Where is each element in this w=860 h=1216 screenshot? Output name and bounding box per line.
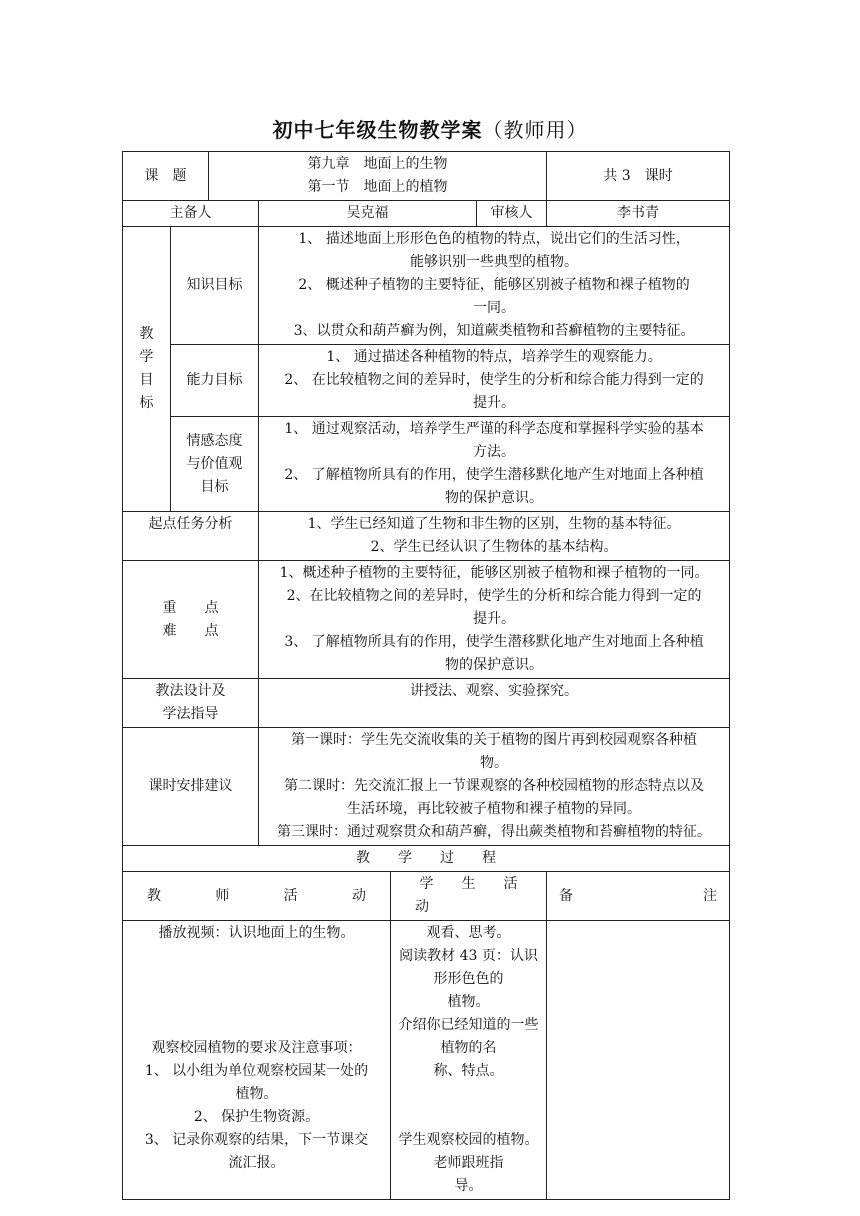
ability-line-3: 提升。 — [473, 395, 516, 411]
preparer-name: 吴克福 — [259, 201, 477, 227]
teacher-activity-header: 教 师 活 动 — [123, 872, 391, 921]
notes-content — [547, 921, 730, 1200]
key-label-1: 重 点 — [162, 599, 219, 616]
row-process-headers — [123, 872, 730, 921]
teacher-req-2: 2、 保护生物资源。 — [193, 1109, 320, 1125]
teacher-video: 播放视频：认识地面上的生物。 — [158, 925, 355, 941]
key-line-5: 物的保护意识。 — [445, 657, 544, 673]
knowledge-line-4: 一同。 — [473, 300, 516, 316]
start-line-1: 1、学生已经知道了生物和非生物的区别，生物的基本特征。 — [307, 516, 681, 532]
row-schedule — [123, 728, 730, 846]
teacher-req-1a: 1、 以小组为单位观察校园某一处的 — [144, 1063, 369, 1079]
row-people — [123, 201, 730, 227]
key-line-1: 1、概述种子植物的主要特征，能够区别被子植物和裸子植物的一同。 — [279, 565, 709, 581]
student-3b: 称、特点。 — [433, 1063, 504, 1079]
ability-line-1: 1、 通过描述各种植物的特点，培养学生的观察能力。 — [326, 349, 662, 365]
student-gap — [395, 1083, 542, 1129]
key-points-label — [123, 561, 259, 679]
row-method — [123, 679, 730, 728]
knowledge-line-3: 2、 概述种子植物的主要特征，能够区别被子植物和裸子植物的 — [298, 277, 690, 293]
key-line-4: 3、 了解植物所具有的作用，使学生潜移默化地产生对地面上各种植 — [284, 634, 704, 650]
goals-label — [123, 227, 171, 512]
page-title — [0, 114, 860, 143]
start-analysis-label: 起点任务分析 — [123, 512, 259, 561]
row-process-title — [123, 846, 730, 872]
student-2a: 阅读教材 43 页：认识形形色色的 — [399, 948, 538, 987]
knowledge-goal-content — [259, 227, 730, 345]
row-emotion-goal — [123, 417, 730, 512]
emotion-line-1: 1、 通过观察活动，培养学生严谨的科学态度和掌握科学实验的基本 — [284, 421, 704, 437]
schedule-line-4: 生活环境，再比较被子植物和裸子植物的异同。 — [347, 801, 642, 817]
knowledge-line-5: 3、以贯众和葫芦癣为例，知道蕨类植物和苔癣植物的主要特征。 — [293, 323, 695, 339]
knowledge-line-2: 能够识别一些典型的植物。 — [410, 254, 579, 270]
goals-char-1: 教 — [139, 326, 154, 342]
preparer-label: 主备人 — [123, 201, 259, 227]
notes-header: 备 注 — [547, 872, 730, 921]
process-title: 教 学 过 程 — [123, 846, 730, 872]
schedule-content — [259, 728, 730, 846]
teacher-req-3b: 流汇报。 — [228, 1155, 285, 1171]
start-line-2: 2、学生已经认识了生物体的基本结构。 — [370, 539, 618, 555]
row-process-body — [123, 921, 730, 1200]
start-analysis-content — [259, 512, 730, 561]
student-3a: 介绍你已经知道的一些植物的名 — [398, 1017, 539, 1056]
lesson-plan-table — [122, 151, 730, 1200]
chapter-title: 第九章 地面上的生物 — [307, 156, 448, 172]
topic-label: 课 题 — [123, 152, 209, 201]
section-title: 第一节 地面上的植物 — [307, 179, 448, 195]
teacher-gap — [127, 945, 386, 1037]
row-topic — [123, 152, 730, 201]
reviewer-name: 李书青 — [547, 201, 730, 227]
schedule-line-3: 第二课时：先交流汇报上一节课观察的各种校园植物的形态特点以及 — [284, 778, 705, 794]
student-4b: 导。 — [454, 1178, 483, 1194]
title-main: 初中七年级生物教学案 — [272, 118, 483, 142]
schedule-line-2: 物。 — [480, 755, 509, 771]
teacher-req-title: 观察校园植物的要求及注意事项： — [151, 1040, 362, 1056]
ability-goal-label: 能力目标 — [171, 345, 259, 417]
method-label-1: 教法设计及 — [155, 683, 226, 699]
emotion-label-2: 与价值观 — [186, 455, 243, 472]
emotion-line-4: 物的保护意识。 — [445, 490, 544, 506]
student-1: 观看、思考。 — [426, 925, 511, 941]
row-start-analysis — [123, 512, 730, 561]
knowledge-goal-label: 知识目标 — [171, 227, 259, 345]
method-label — [123, 679, 259, 728]
key-line-3: 提升。 — [473, 611, 516, 627]
emotion-goal-label — [171, 417, 259, 512]
method-content: 讲授法、观察、实验探究。 — [259, 679, 730, 728]
key-label-2: 难 点 — [162, 622, 219, 639]
ability-line-2: 2、 在比较植物之间的差异时，使学生的分析和综合能力得到一定的 — [284, 372, 704, 388]
emotion-line-3: 2、 了解植物所具有的作用，使学生潜移默化地产生对地面上各种植 — [284, 467, 704, 483]
reviewer-label: 审核人 — [477, 201, 547, 227]
schedule-label: 课时安排建议 — [123, 728, 259, 846]
goals-char-2: 学 — [139, 349, 154, 365]
teacher-activity-content — [123, 921, 391, 1200]
student-activity-content — [391, 921, 547, 1200]
key-line-2: 2、在比较植物之间的差异时，使学生的分析和综合能力得到一定的 — [286, 588, 702, 604]
teacher-req-1b: 植物。 — [235, 1086, 278, 1102]
teacher-req-3a: 3、 记录你观察的结果，下一节课交 — [144, 1132, 369, 1148]
topic-cell — [209, 152, 547, 201]
method-label-2: 学法指导 — [162, 706, 219, 722]
hours-cell: 共 3 课时 — [547, 152, 730, 201]
schedule-line-1: 第一课时：学生先交流收集的关于植物的图片再到校园观察各种植 — [291, 732, 698, 748]
emotion-label-1: 情感态度 — [186, 432, 243, 449]
title-sub: （教师用） — [482, 118, 588, 142]
row-ability-goal — [123, 345, 730, 417]
student-4a: 学生观察校园的植物。老师跟班指 — [398, 1132, 539, 1171]
student-activity-header: 学 生 活 动 — [391, 872, 547, 921]
schedule-line-5: 第三课时：通过观察贯众和葫芦癣，得出蕨类植物和苔癣植物的特征。 — [277, 824, 712, 840]
row-key-points — [123, 561, 730, 679]
knowledge-line-1: 1、 描述地面上形形色色的植物的特点，说出它们的生活习性， — [298, 231, 690, 247]
emotion-goal-content — [259, 417, 730, 512]
ability-goal-content — [259, 345, 730, 417]
emotion-label-3: 目标 — [200, 478, 229, 495]
emotion-line-2: 方法。 — [473, 444, 516, 460]
key-points-content — [259, 561, 730, 679]
student-2b: 植物。 — [447, 994, 490, 1010]
goals-char-4: 标 — [139, 395, 154, 411]
row-knowledge-goal — [123, 227, 730, 345]
goals-char-3: 目 — [139, 372, 154, 388]
